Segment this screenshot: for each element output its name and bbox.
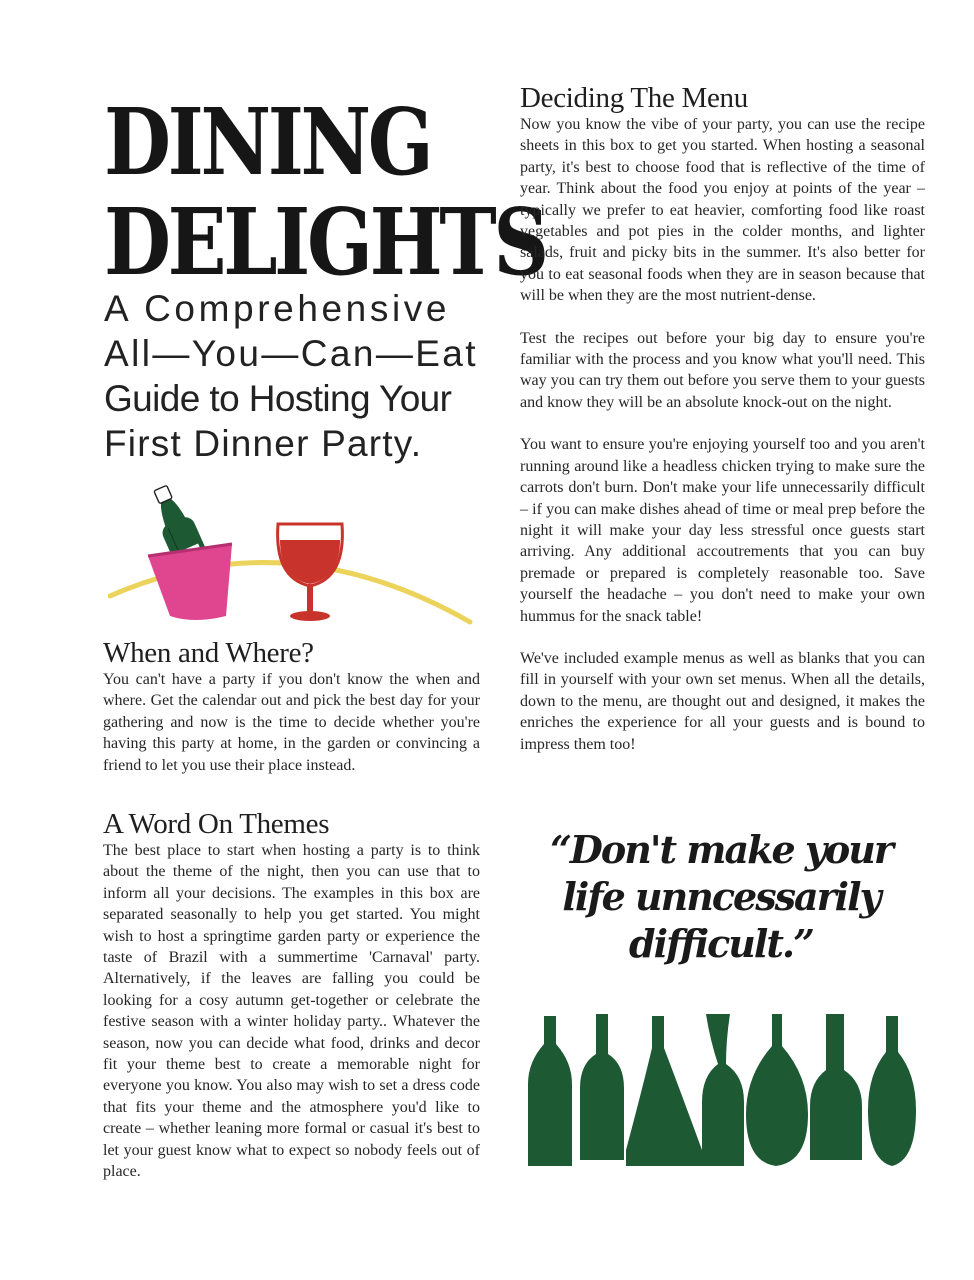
- menu-section: [520, 82, 925, 755]
- bottle-silhouettes-icon: [526, 1010, 918, 1170]
- quote-line-3: difficult.”: [629, 921, 813, 966]
- subtitle-line-4: First Dinner Party.: [104, 423, 423, 464]
- quote-line-2: life unncessarily: [562, 874, 880, 919]
- page-title: [104, 88, 546, 296]
- wine-illustration: [108, 478, 474, 628]
- menu-heading: Deciding The Menu: [520, 82, 748, 114]
- bottle-silhouette: [810, 1014, 862, 1160]
- title-line-1: DINING: [104, 88, 431, 196]
- menu-paragraph-4: We've included example menus as well as blanks that you can fill in yourself with your own set menus. When all the details, down to the menu, are thought out and designed, it makes the enriches the experience for all your guests and is bound to impress them too!: [520, 649, 925, 753]
- pull-quote: [534, 826, 908, 967]
- themes-body: The best place to start when hosting a party is to think about the theme of the night, then you can use that to inform all your decisions. The examples in this box are separated seasonally to help you get started. You might wish to host a springtime garden party or experience the taste of Brazil with a summertime 'Carnaval' party. Alternatively, if the leaves are falling you could be looking for a cosy autumn get-together or celebrate the festive season with a winter holiday party.. Whatever the season, now you can decide what food, drinks and decor fit your theme best to create a memorable night for everyone you know. You also may wish to set a dress code that fits your theme and the atmosphere you'd like to create – whether leaning more formal or casual it's best to let your guest know what to expect so nobody feels out of place.: [103, 842, 480, 1181]
- bottle-silhouette: [868, 1016, 916, 1166]
- menu-paragraph-2: Test the recipes out before your big day to ensure you're familiar with the process and you know what you'll need. This way you can try them out before you serve them to your guests and know they will be an absolute knock-out on the night.: [520, 329, 925, 411]
- bottle-silhouette: [580, 1014, 624, 1160]
- subtitle-line-1: A Comprehensive: [104, 288, 451, 329]
- when-where-section: [103, 637, 480, 776]
- bottle-silhouette: [746, 1014, 808, 1166]
- title-line-2: DELIGHTS: [104, 188, 546, 296]
- themes-section: [103, 808, 480, 1183]
- quote-line-1: “Don't make your: [550, 827, 892, 872]
- when-where-heading: When and Where?: [103, 637, 314, 669]
- subtitle-line-2: All—You—Can—Eat: [104, 333, 478, 374]
- wine-glass-icon: [278, 524, 343, 621]
- menu-paragraph-1: Now you know the vibe of your party, you can use the recipe sheets in this box to get you started. When hosting a seasonal party, it's best to choose food that is reflective of the time of year. Think about the food you enjoy at points of the year – typically we prefer to eat heavier, comforting food like roast vegetables and pot pies in the colder months, and lighter salads, fruit and picky bits in the summer. It's also better for you to eat seasonal foods when they are in season because that will be when they are the most nutrient-dense.: [520, 116, 925, 305]
- bottle-silhouette: [528, 1016, 572, 1166]
- bottle-silhouette: [702, 1014, 744, 1166]
- page-subtitle: [104, 286, 494, 466]
- when-where-body: You can't have a party if you don't know the when and where. Get the calendar out and pick the best day for your gathering and now is the time to decide whether you're having this party at home, in the garden or convincing a friend to let you use their place instead.: [103, 671, 480, 774]
- themes-heading: A Word On Themes: [103, 808, 330, 840]
- menu-paragraph-3: You want to ensure you're enjoying yourself too and you aren't running around like a headless chicken trying to make sure the carrots don't burn. Don't make your life unnecessarily difficult – if you can make dishes ahead of time or meal prep before the night it will make your day less stressful once guests start arriving. Any additional accoutrements that you can buy premade or prepared is completely reasonable too. Save yourself the headache – you don't need to make your own hummus for the snack table!: [520, 436, 925, 625]
- bottle-silhouette: [626, 1016, 702, 1166]
- wine-bottle-in-bucket-icon: [145, 481, 232, 620]
- subtitle-line-3: Guide to Hosting Your: [104, 378, 452, 419]
